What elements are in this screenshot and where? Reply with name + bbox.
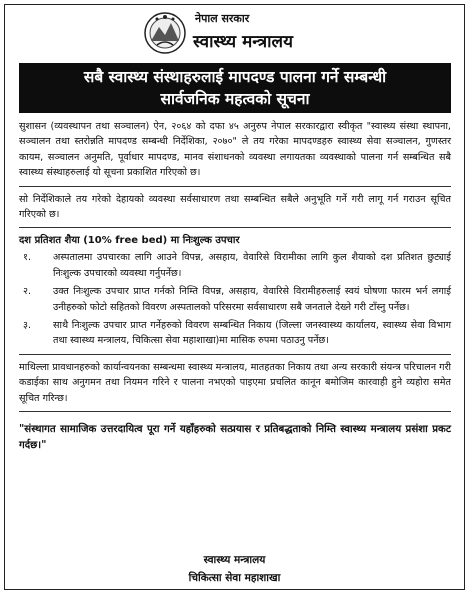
nepal-emblem-icon — [143, 11, 187, 55]
notice-title — [19, 63, 451, 113]
header — [5, 5, 464, 61]
ministry-name: स्वास्थ्य मन्त्रालय — [193, 32, 293, 52]
title-line-2: सार्वजनिक महत्वको सूचना — [160, 90, 310, 108]
signature-division: चिकित्सा सेवा महाशाखा — [188, 572, 281, 584]
item-number: ३. — [23, 320, 32, 332]
directive-paragraph: सो निर्देशिकाले तय गरेको देहायको व्यवस्था सर्वसाधारण तथा सम्बन्धित सबैले अनुभूति गर्ने गरी लागू गर्न गराउन सूचित गरिएको छ। — [19, 193, 451, 221]
list-item — [19, 318, 451, 349]
signature-ministry: स्वास्थ्य मन्त्रालय — [203, 554, 266, 566]
title-line-1: सबै स्वास्थ्य संस्थाहरुलाई मापदण्ड पालना गर्ने सम्बन्धी — [83, 68, 387, 86]
list-item — [19, 250, 451, 281]
item-text: अस्पतालमा उपचारका लागि आउने विपन्न, असहाय, वेवारिसे विरामीका लागि कुल शैयाको दश प्रतिशत छुट्याई निःशुल्क उपचारको व्यवस्था गर्नुपर्नेछ। — [53, 252, 451, 279]
item-text: साथै निःशुल्क उपचार प्राप्त गर्नेहरुको विवरण सम्बन्धित निकाय (जिल्ला जनस्वास्थ्य कार्यालय, स्वास्थ्य सेवा विभाग तथा स्वास्थ्य मन्त्रालय, चिकित्सा सेवा महाशाखा)मा मासिक रुपमा पठाउनु पर्नेछ। — [53, 320, 451, 347]
government-label: नेपाल सरकार — [195, 12, 250, 25]
item-number: १. — [23, 252, 32, 264]
enforcement-paragraph: माथिल्ला प्रावधानहरुको कार्यान्वयनका सम्बन्धमा स्वास्थ्य मन्त्रालय, मातहतका निकाय तथा अन्य सरकारी संयन्त्र परिचालन गरी कडाईका साथ अनुगमन तथा नियमन गरिने र पालना नभएको पाइएमा प्रचलित कानून बमोजिम कारवाही हुने व्यहोरा समेत सूचित गरिन्छ। — [19, 361, 451, 404]
notice-body — [19, 119, 451, 464]
item-number: २. — [23, 286, 32, 298]
intro-paragraph: सुशासन (व्यवस्थापन तथा सञ्चालन) ऐन, २०६४ को दफा ४५ अनुरुप नेपाल सरकारद्वारा स्वीकृत "स्वास्थ्य संस्था स्थापना, सञ्चालन तथा स्तरोन्नति मापदण्ड सम्बन्धी निर्देशिका, २०७०" ले तय गरेका मापदण्डहरु स्वास्थ्य सेवा सञ्चालन, गुणस्तर कायम, सञ्चालन अनुमति, पूर्वाधार मापदण्ड, मानव संशाधनको व्यवस्था लगायतका व्यवस्थाको पालना गर्न सम्बन्धित सबै स्वास्थ्य संस्थाहरुलाई यो सूचना प्रकाशित गरिएको छ। — [19, 121, 451, 179]
divider — [19, 186, 451, 187]
appreciation-quote: "संस्थागत सामाजिक उत्तरदायित्व पूरा गर्ने यहाँहरुको सत्प्रयास र प्रतिबद्धताको निम्ति स्वास्थ्य मन्त्रालय प्रसंशा प्रकट गर्दछ।" — [19, 424, 451, 452]
divider — [19, 354, 451, 355]
item-text: उक्त निःशुल्क उपचार प्राप्त गर्नको निम्ति विपन्न, असहाय, वेवारिसे विरामीहरुलाई स्वयं घोषणा फारम भर्न लगाई उनीहरुको फोटो सहितको विवरण अस्पतालको परिसरमा सर्वसाधारण सबै जनताले देख्ने गरी टाँस्नु पर्नेछ। — [53, 286, 451, 313]
divider — [19, 227, 451, 228]
section-heading: दश प्रतिशत शैया (10% free bed) मा निःशुल्क उपचार — [19, 235, 240, 247]
notice-frame — [4, 4, 465, 590]
list-item — [19, 284, 451, 315]
divider — [19, 411, 451, 412]
